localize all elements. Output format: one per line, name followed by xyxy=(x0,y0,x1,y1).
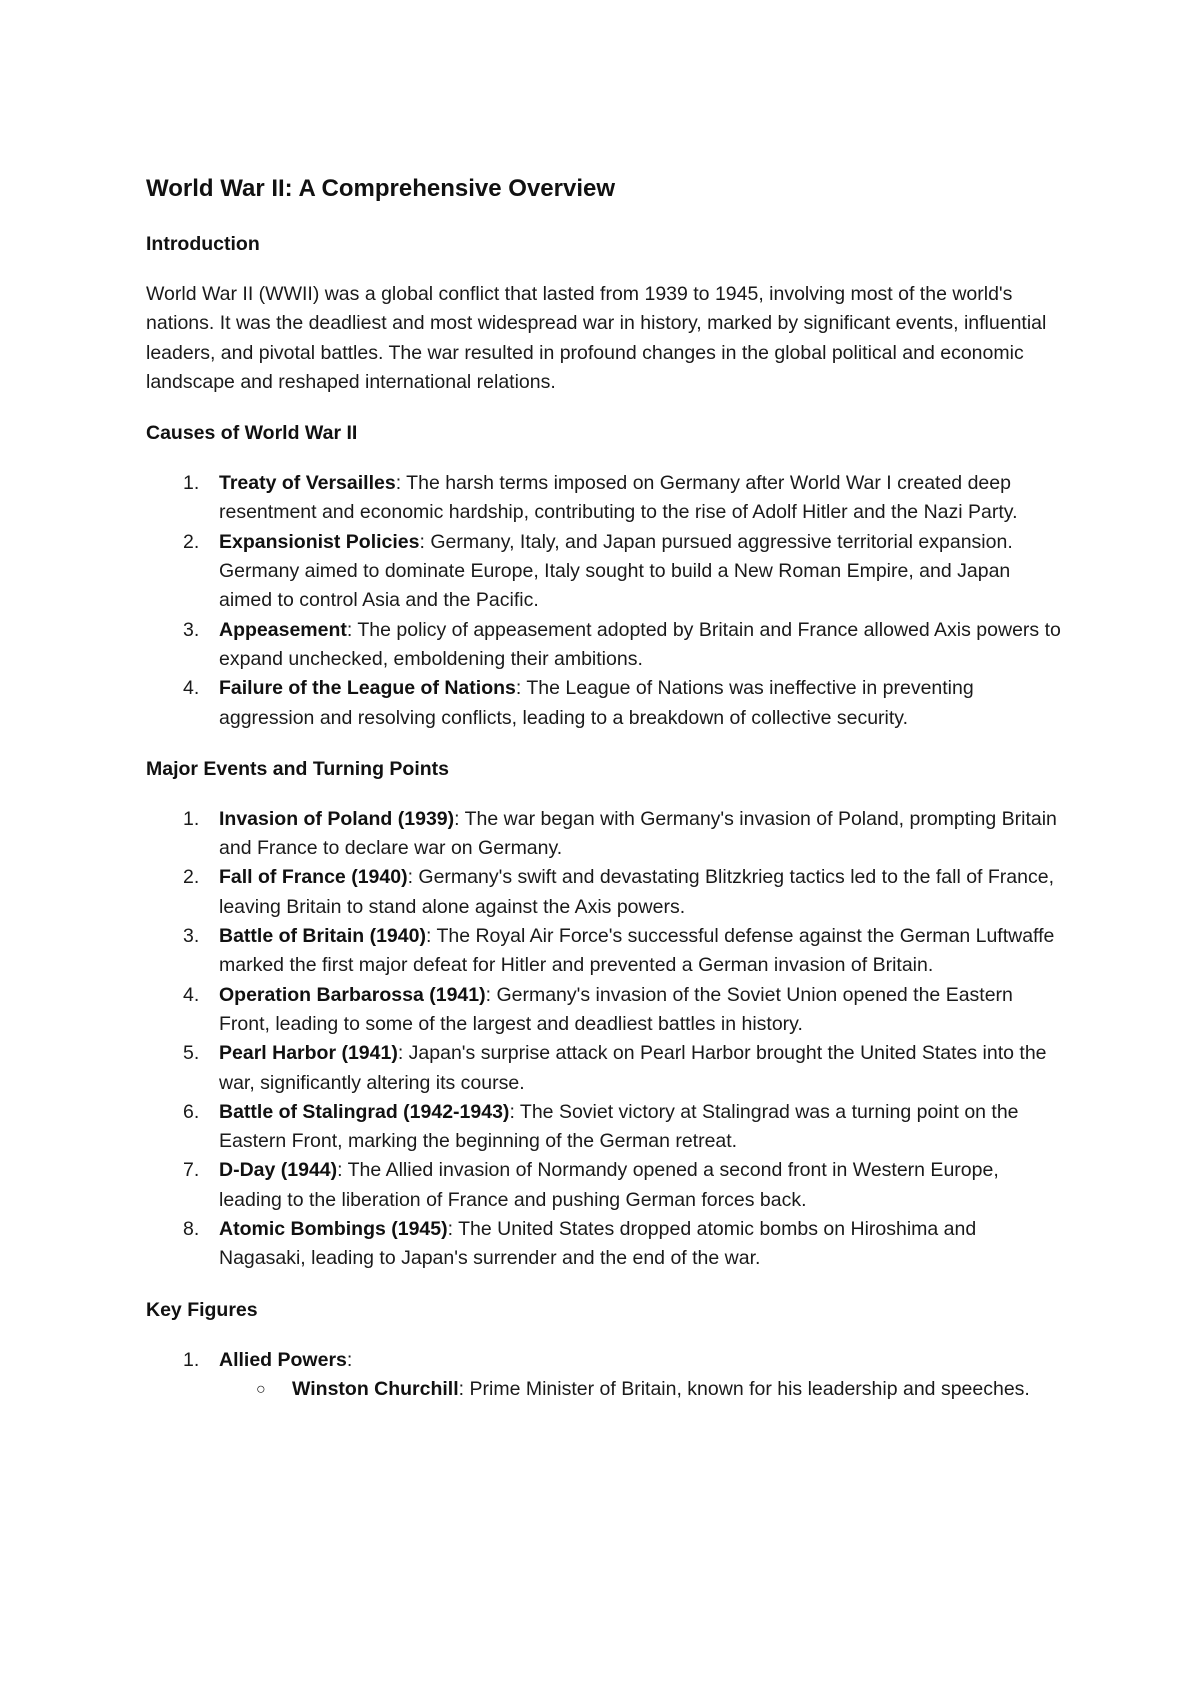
list-term: Expansionist Policies xyxy=(219,530,420,553)
introduction-paragraph: World War II (WWII) was a global conflict that lasted from 1939 to 1945, involving most of the world's nations. It was the deadliest and most widespread war in history, marked by significant events, influential leaders, and pivotal battles. The war resulted in profound changes in the global political and economic landscape and reshaped international relations. xyxy=(146,283,1047,393)
list-number: 3. xyxy=(183,925,200,948)
list-text: : Germany's invasion of the Soviet Union opened the Eastern Front, leading to some of the largest and deadliest battles in history. xyxy=(219,983,1013,1035)
list-term: Operation Barbarossa (1941) xyxy=(219,983,486,1006)
list-term: Failure of the League of Nations xyxy=(219,677,516,700)
list-term: Treaty of Versailles xyxy=(219,472,396,495)
list-term: Battle of Britain (1940) xyxy=(219,925,426,948)
list-term: D-Day (1944) xyxy=(219,1159,338,1182)
document-title: World War II: A Comprehensive Overview xyxy=(146,175,616,202)
list-text: : xyxy=(346,1348,353,1371)
list-item xyxy=(146,1156,1066,1215)
list-item xyxy=(146,1039,1066,1098)
events-list xyxy=(146,805,1066,1274)
list-number: 5. xyxy=(183,1042,200,1065)
list-term: Appeasement xyxy=(219,618,347,641)
list-item xyxy=(146,1215,1066,1274)
list-item xyxy=(146,1346,1066,1405)
list-number: 1. xyxy=(183,1348,200,1371)
hollow-circle-bullet-icon: ○ xyxy=(256,1380,266,1398)
key-figures-list xyxy=(146,1346,1066,1405)
list-item xyxy=(146,863,1066,922)
list-term: Battle of Stalingrad (1942-1943) xyxy=(219,1100,510,1123)
list-text: : Germany, Italy, and Japan pursued aggressive territorial expansion. Germany aimed to dominate Europe, Italy sought to build a New Roman Empire, and Japan aimed to control Asia and the Pacific. xyxy=(219,530,1013,612)
list-number: 3. xyxy=(183,618,200,641)
list-item xyxy=(146,922,1066,981)
list-item xyxy=(146,528,1066,616)
list-text: : The Royal Air Force's successful defense against the German Luftwaffe marked the first major defeat for Hitler and prevented a German invasion of Britain. xyxy=(219,925,1055,977)
list-text: : The Soviet victory at Stalingrad was a turning point on the Eastern Front, marking the beginning of the German retreat. xyxy=(219,1100,1019,1153)
list-number: 7. xyxy=(183,1159,200,1182)
list-number: 1. xyxy=(183,807,200,830)
list-number: 4. xyxy=(183,677,200,700)
document-page xyxy=(146,172,1066,1426)
list-term: Invasion of Poland (1939) xyxy=(219,807,455,830)
list-term: Atomic Bombings (1945) xyxy=(219,1218,448,1241)
list-text: : The policy of appeasement adopted by Britain and France allowed Axis powers to expand unchecked, emboldening their ambitions. xyxy=(219,618,1061,670)
causes-heading: Causes of World War II xyxy=(146,422,358,445)
list-term: Pearl Harbor (1941) xyxy=(219,1042,398,1065)
list-number: 1. xyxy=(183,472,200,495)
list-text: : The harsh terms imposed on Germany after World War I created deep resentment and economic hardship, contributing to the rise of Adolf Hitler and the Nazi Party. xyxy=(219,472,1018,524)
list-number: 8. xyxy=(183,1218,200,1241)
list-number: 2. xyxy=(183,530,200,553)
list-number: 4. xyxy=(183,983,200,1006)
list-term: Allied Powers xyxy=(219,1348,347,1371)
list-text: : Germany's swift and devastating Blitzkrieg tactics led to the fall of France, leaving Britain to stand alone against the Axis powers. xyxy=(219,866,1055,918)
list-text: : The war began with Germany's invasion of Poland, prompting Britain and France to declare war on Germany. xyxy=(219,807,1057,860)
introduction-heading: Introduction xyxy=(146,233,260,255)
list-text: : Japan's surprise attack on Pearl Harbor brought the United States into the war, significantly altering its course. xyxy=(219,1042,1047,1094)
list-item xyxy=(146,1098,1066,1157)
key-figures-heading: Key Figures xyxy=(146,1298,258,1321)
list-text: : The League of Nations was ineffective in preventing aggression and resolving conflicts, leading to a breakdown of collective security. xyxy=(219,677,974,729)
sub-list xyxy=(219,1375,1066,1404)
list-text: : The United States dropped atomic bombs on Hiroshima and Nagasaki, leading to Japan's surrender and the end of the war. xyxy=(219,1218,977,1270)
list-item xyxy=(146,805,1066,864)
events-heading: Major Events and Turning Points xyxy=(146,757,449,780)
causes-list xyxy=(146,469,1066,733)
sub-list-term: Winston Churchill xyxy=(292,1377,459,1400)
list-item xyxy=(146,981,1066,1040)
list-text: : The Allied invasion of Normandy opened a second front in Western Europe, leading to the liberation of France and pushing German forces back. xyxy=(219,1159,999,1211)
sub-list-item xyxy=(146,1375,1066,1404)
list-number: 2. xyxy=(183,866,200,889)
list-item xyxy=(146,616,1066,675)
sub-list-text: : Prime Minister of Britain, known for his leadership and speeches. xyxy=(458,1377,1030,1400)
list-term: Fall of France (1940) xyxy=(219,866,408,889)
list-item xyxy=(146,469,1066,528)
list-item xyxy=(146,674,1066,733)
list-number: 6. xyxy=(183,1100,200,1123)
